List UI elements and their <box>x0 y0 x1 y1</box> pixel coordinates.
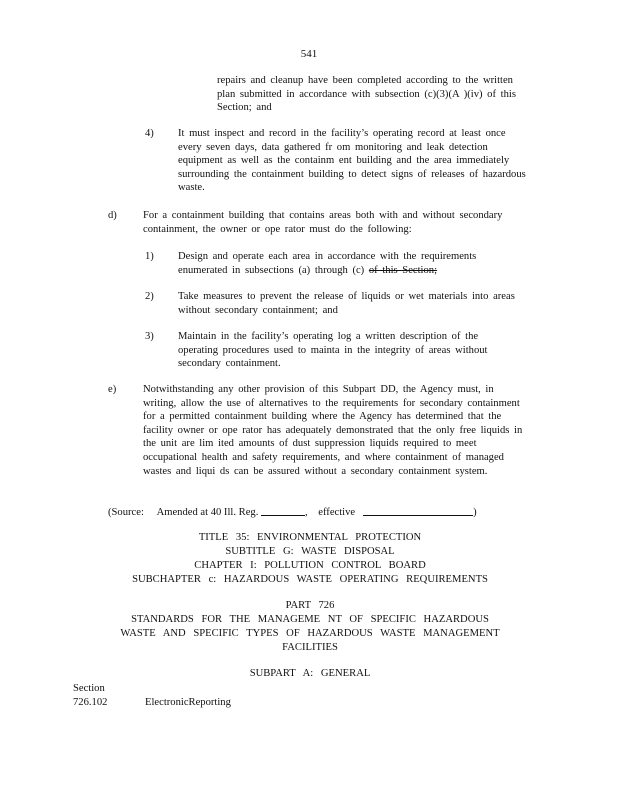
heading-part-title-2: WASTE AND SPECIFIC TYPES OF HAZARDOUS WASTE MANAGEMENT <box>120 628 500 639</box>
toc-section-title[interactable]: ElectronicReporting <box>145 697 231 708</box>
subsection-d-text: For a containment building that contains areas both with and without secondary containment, the owner or ope rator must do the following: <box>143 210 503 235</box>
heading-subpart: SUBPART A: GENERAL <box>249 668 371 679</box>
heading-part-title-1: STANDARDS FOR THE MANAGEME NT OF SPECIFIC HAZARDOUS <box>131 614 489 625</box>
subsection-e-text: Notwithstanding any other provision of this Subpart DD, the Agency must, in writing, allow the use of alternatives to the requirements for secondary containment for a permitted containment building where the Agency has determined that the facility owner or ope rator has adequately demonstrated that the only free liquids in the unit are lim ited amounts of dust suppression liquids required to meet occupational health and safety requirements, and where containment of managed wastes and liqui ds can be assured without a secondary containment system. <box>143 384 523 477</box>
source-close: ) <box>473 507 477 518</box>
heading-subtitle: SUBTITLE G: WASTE DISPOSAL <box>225 546 395 557</box>
toc-section-label: Section <box>73 683 105 694</box>
item-d1-text <box>178 250 493 277</box>
source-comma: , <box>305 507 308 518</box>
heading-chapter: CHAPTER I: POLLUTION CONTROL BOARD <box>194 560 426 571</box>
item-d1-body: Design and operate each area in accordance with the requirements enumerated in subsections (a) through (c) <box>178 251 477 276</box>
item-d1-struck-text: of this Section; <box>368 264 438 276</box>
effective-date-blank <box>363 505 473 516</box>
item-4-number: 4) <box>145 128 154 139</box>
item-d2-number: 2) <box>145 291 154 302</box>
heading-part: PART 726 <box>285 600 335 611</box>
subsection-d-number: d) <box>108 210 117 221</box>
heading-subchapter: SUBCHAPTER c: HAZARDOUS WASTE OPERATING REQUIREMENTS <box>132 574 488 585</box>
register-blank <box>261 505 305 516</box>
source-open: (Source: <box>108 507 144 518</box>
item-d3-text: Maintain in the facility’s operating log a written description of the operating procedures used to mainta in the integrity of areas without secondary containment. <box>178 331 488 370</box>
item-d3-number: 3) <box>145 331 154 342</box>
heading-part-title-3: FACILITIES <box>282 642 338 653</box>
subsection-e-number: e) <box>108 384 117 395</box>
source-amended: Amended at 40 Ill. Reg. <box>156 507 259 518</box>
source-note <box>108 505 538 520</box>
toc-section-number: 726.102 <box>73 697 108 708</box>
heading-title: TITLE 35: ENVIRONMENTAL PROTECTION <box>198 532 422 543</box>
item-d1-number: 1) <box>145 251 154 262</box>
continued-text: repairs and cleanup have been completed according to the written plan submitted in accordance with subsection (c)(3)(A )(iv) of this Section; and <box>217 75 516 114</box>
item-d2-text: Take measures to prevent the release of liquids or wet materials into areas without secondary containment; and <box>178 291 515 316</box>
item-4-text: It must inspect and record in the facility’s operating record at least once every seven days, data gathered fr om monitoring and leak detection equipment as well as the containm ent building and the area immediately surrounding the containment building to detect signs of releases of hazardous waste. <box>178 128 526 194</box>
source-effective: effective <box>318 507 356 518</box>
page-number: 541 <box>300 48 318 60</box>
